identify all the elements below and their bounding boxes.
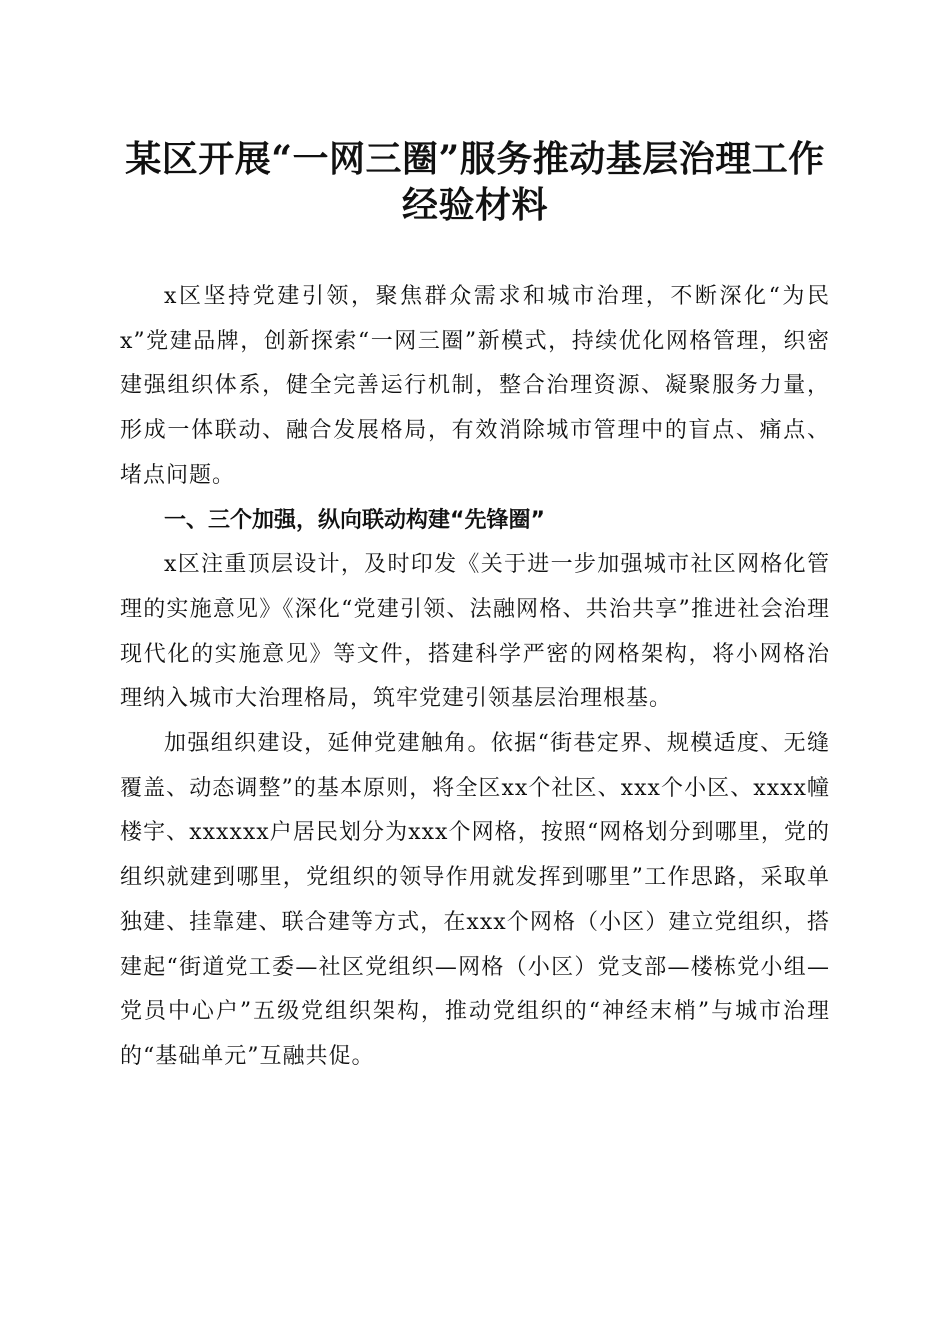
intro-paragraph: x区坚持党建引领，聚焦群众需求和城市治理，不断深化“为民x”党建品牌，创新探索“一网三圈”新模式，持续优化网格管理，织密建强组织体系，健全完善运行机制，整合治理资源、凝聚服务力量，形成一体联动、融合发展格局，有效消除城市管理中的盲点、痛点、堵点问题。 xyxy=(120,284,831,488)
document-title xyxy=(100,136,850,228)
section-heading: 一、三个加强，纵向联动构建“先锋圈” xyxy=(164,507,545,533)
document-body xyxy=(120,275,830,1080)
title-line-1: 某区开展“一网三圈”服务推动基层治理工作 xyxy=(125,138,825,180)
body-paragraph: x区注重顶层设计，及时印发《关于进一步加强城市社区网格化管理的实施意见》《深化“党建引领、法融网格、共治共享”推进社会治理现代化的实施意见》等文件，搭建科学严密的网格架构，将小网格治理纳入城市大治理格局，筑牢党建引领基层治理根基。 xyxy=(120,552,830,712)
title-line-2: 经验材料 xyxy=(401,184,548,226)
body-paragraph: 加强组织建设，延伸党建触角。依据“街巷定界、规模适度、无缝覆盖、动态调整”的基本原则，将全区xx个社区、xxx个小区、xxxx幢楼宇、xxxxxx户居民划分为xxx个网格，按照“网格划分到哪里，党的组织就建到哪里，党组织的领导作用就发挥到哪里”工作思路，采取单独建、挂靠建、联合建等方式，在xxx个网格（小区）建立党组织，搭建起“街道党工委—社区党组织—网格（小区）党支部—楼栋党小组—党员中心户”五级党组织架构，推动党组织的“神经末梢”与城市治理的“基础单元”互融共促。 xyxy=(120,731,830,1069)
